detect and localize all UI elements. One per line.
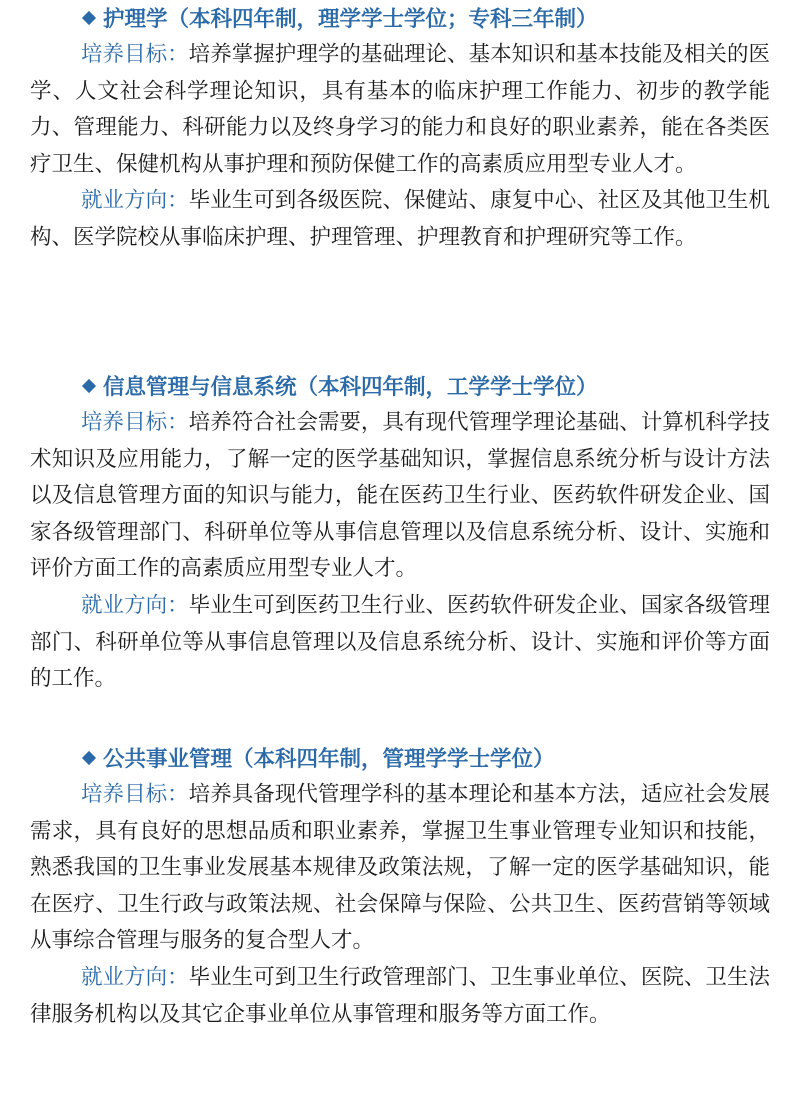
career-direction-paragraph bbox=[30, 183, 770, 256]
program-section-public-administration bbox=[30, 742, 770, 1033]
career-direction-text: 毕业生可到卫生行政管理部门、卫生事业单位、医院、卫生法律服务机构以及其它企事业单位从事管理和服务等方面工作。 bbox=[30, 964, 770, 1027]
career-direction-paragraph bbox=[30, 588, 770, 698]
training-goal-text: 培养掌握护理学的基础理论、基本知识和基本技能及相关的医学、人文社会科学理论知识，具有基本的临床护理工作能力、初步的教学能力、管理能力、科研能力以及终身学习的能力和良好的职业素养，能在各类医疗卫生、保健机构从事护理和预防保健工作的高素质应用型专业人才。 bbox=[30, 42, 770, 177]
training-goal-paragraph bbox=[30, 405, 770, 588]
career-direction-label: 就业方向： bbox=[81, 964, 189, 990]
career-direction-text: 毕业生可到各级医院、保健站、康复中心、社区及其他卫生机构、医学院校从事临床护理、护理管理、护理教育和护理研究等工作。 bbox=[30, 188, 770, 250]
program-title-text: 护理学（本科四年制，理学学士学位；专科三年制） bbox=[103, 7, 598, 32]
program-title-text: 公共事业管理（本科四年制，管理学学士学位） bbox=[103, 747, 555, 772]
career-direction-text: 毕业生可到医药卫生行业、医药软件研发企业、国家各级管理部门、科研单位等从事信息管理以及信息系统分析、设计、实施和评价等方面的工作。 bbox=[30, 592, 770, 692]
program-title bbox=[30, 370, 770, 405]
training-goal-text: 培养符合社会需要，具有现代管理学理论基础、计算机科学技术知识及应用能力，了解一定的医学基础知识，掌握信息系统分析与设计方法以及信息管理方面的知识与能力，能在医药卫生行业、医药软件研发企业、国家各级管理部门、科研单位等从事信息管理以及信息系统分析、设计、实施和评价方面工作的高素质应用型专业人才。 bbox=[30, 410, 770, 582]
program-section-nursing bbox=[30, 2, 770, 257]
career-direction-label: 就业方向： bbox=[81, 188, 189, 214]
program-title bbox=[30, 742, 770, 777]
training-goal-paragraph bbox=[30, 37, 770, 183]
program-title bbox=[30, 2, 770, 37]
training-goal-label: 培养目标： bbox=[81, 782, 189, 807]
training-goal-label: 培养目标： bbox=[81, 410, 189, 435]
career-direction-label: 就业方向： bbox=[81, 592, 189, 618]
training-goal-label: 培养目标： bbox=[81, 42, 189, 67]
program-section-information-management bbox=[30, 370, 770, 698]
training-goal-paragraph bbox=[30, 777, 770, 960]
diamond-bullet-icon bbox=[82, 751, 96, 765]
career-direction-paragraph bbox=[30, 960, 770, 1033]
program-title-text: 信息管理与信息系统（本科四年制，工学学士学位） bbox=[103, 375, 598, 400]
diamond-bullet-icon bbox=[82, 11, 96, 25]
diamond-bullet-icon bbox=[82, 379, 96, 393]
training-goal-text: 培养具备现代管理学科的基本理论和基本方法，适应社会发展需求，具有良好的思想品质和职业素养，掌握卫生事业管理专业知识和技能，熟悉我国的卫生事业发展基本规律及政策法规，了解一定的医学基础知识，能在医疗、卫生行政与政策法规、社会保障与保险、公共卫生、医药营销等领域从事综合管理与服务的复合型人才。 bbox=[30, 782, 770, 954]
